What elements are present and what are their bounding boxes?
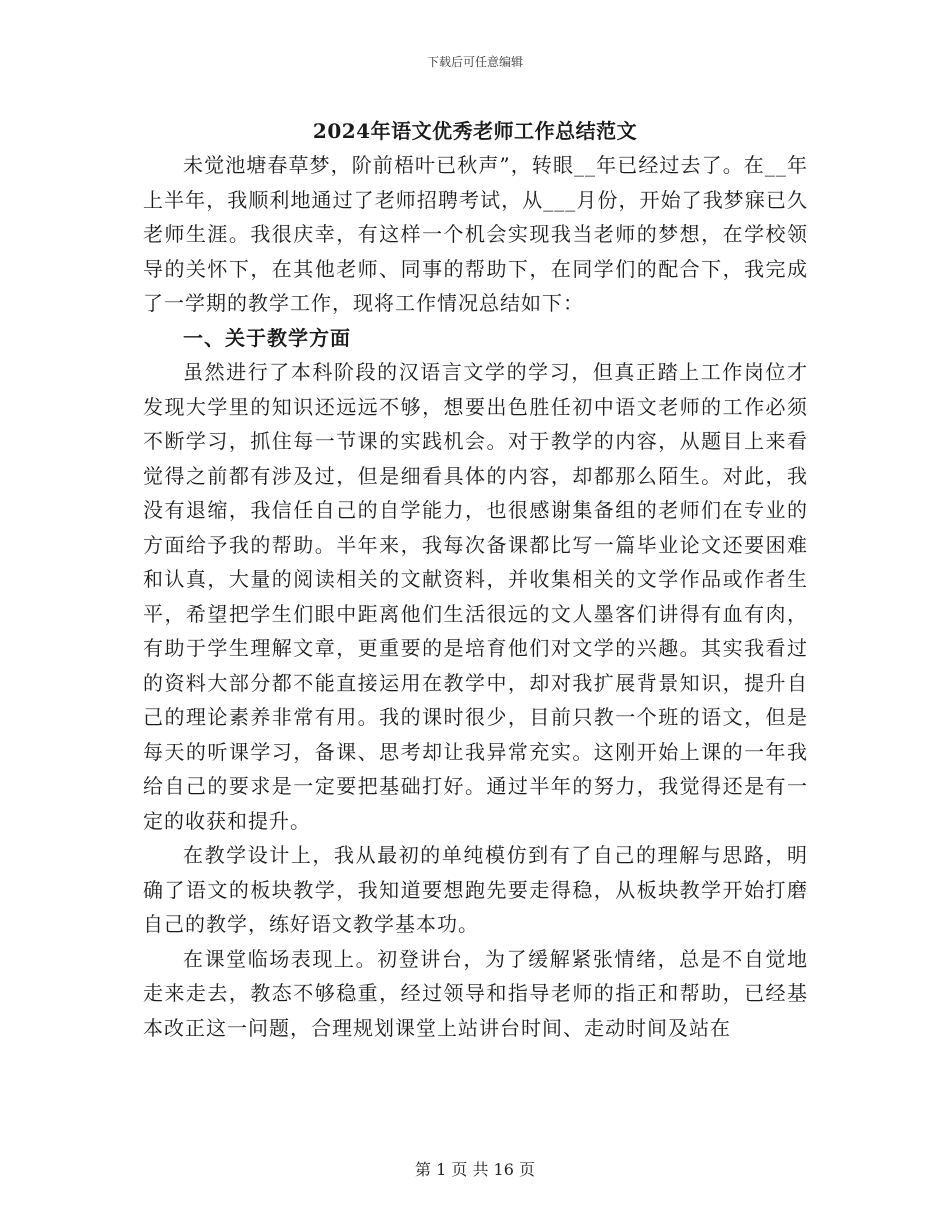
body-paragraph-1: 虽然进行了本科阶段的汉语言文学的学习，但真正踏上工作岗位才发现大学里的知识还远远不够，想要出色胜任初中语文老师的工作必须不断学习，抓住每一节课的实践机会。对于教学的内容，从题目上来看觉得之前都有涉及过，但是细看具体的内容，却都那么陌生。对此，我没有退缩，我信任自己的自学能力，也很感谢集备组的老师们在专业的方面给予我的帮助。半年来，我每次备课都比写一篇毕业论文还要困难和认真，大量的阅读相关的文献资料，并收集相关的文学作品或作者生平，希望把学生们眼中距离他们生活很远的文人墨客们讲得有血有肉，有助于学生理解文章，更重要的是培育他们对文学的兴趣。其实我看过的资料大部分都不能直接运用在教学中，却对我扩展背景知识，提升自己的理论素养非常有用。我的课时很少，目前只教一个班的语文，但是每天的听课学习，备课、思考却让我异常充实。这刚开始上课的一年我给自己的要求是一定要把基础打好。通过半年的努力，我觉得还是有一定的收获和提升。 (143, 360, 808, 833)
section-heading-teaching: 一、关于教学方面 (183, 325, 351, 350)
body-paragraph-3: 在课堂临场表现上。初登讲台，为了缓解紧张情绪，总是不自觉地走来走去，教态不够稳重，经过领导和指导老师的指正和帮助，已经基本改正这一问题，合理规划课堂上站讲台时间、走动时间及站在 (143, 946, 808, 1040)
document-title: 2024年语文优秀老师工作总结范文 (312, 119, 638, 143)
header-note: 下载后可任意编辑 (426, 55, 523, 69)
body-paragraph-2: 在教学设计上，我从最初的单纯模仿到有了自己的理解与思路，明确了语文的板块教学，我知道要想跑先要走得稳，从板块教学开始打磨自己的教学，练好语文教学基本功。 (143, 843, 808, 936)
intro-paragraph: 未觉池塘春草梦，阶前梧叶已秋声”，转眼__年已经过去了。在__年上半年，我顺利地通过了老师招聘考试，从___月份，开始了我梦寐已久老师生涯。我很庆幸，有这样一个机会实现我当老师的梦想，在学校领导的关怀下，在其他老师、同事的帮助下，在同学们的配合下，我完成了一学期的教学工作，现将工作情况总结如下： (143, 153, 808, 315)
page-number-footer: 第 1 页 共 16 页 (415, 1160, 535, 1179)
document-body (143, 148, 808, 1045)
